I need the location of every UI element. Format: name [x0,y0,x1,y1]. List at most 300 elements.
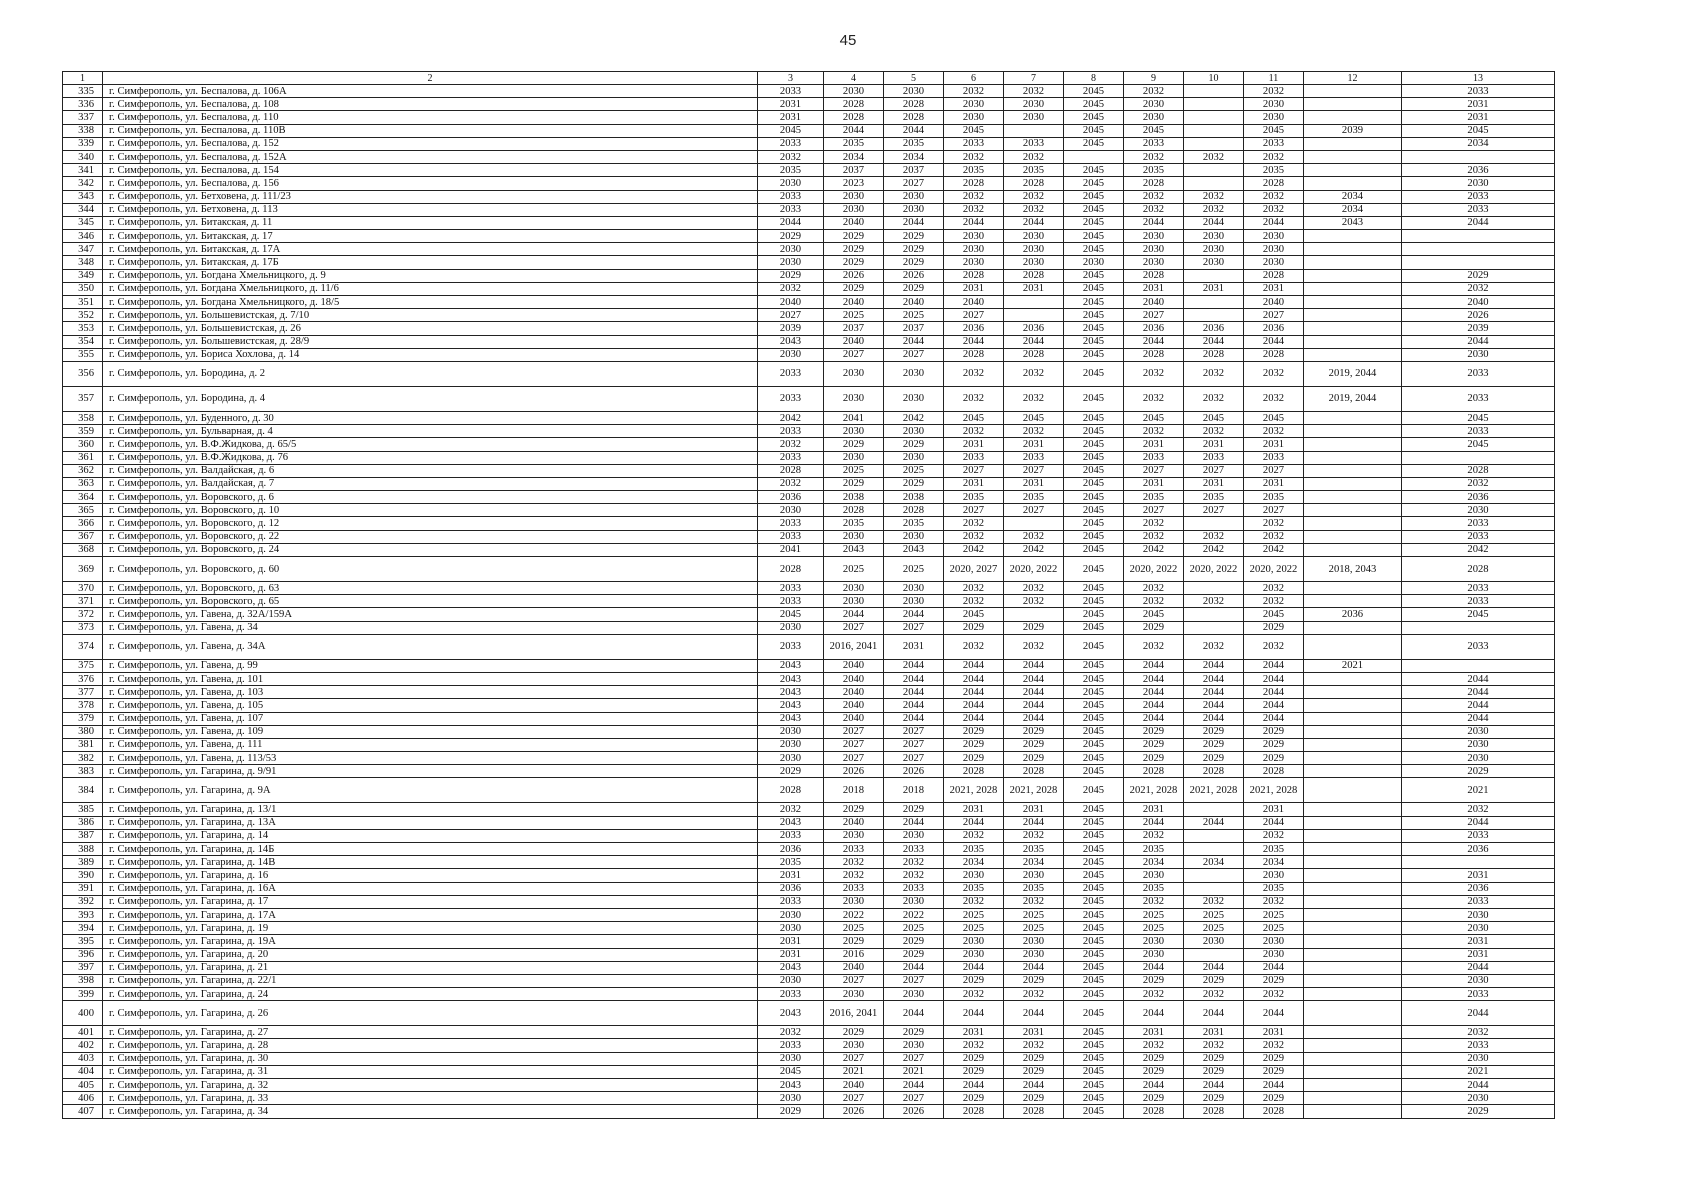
year-cell-col-12 [1304,1039,1402,1052]
year-cell-col-12 [1304,582,1402,595]
year-cell-col-11: 2028 [1244,269,1304,282]
address-cell: г. Симферополь, ул. В.Ф.Жидкова, д. 76 [103,451,758,464]
year-cell-col-8: 2045 [1064,411,1124,424]
year-cell-col-9: 2029 [1124,752,1184,765]
year-cell-col-8: 2045 [1064,738,1124,751]
year-cell-col-7: 2032 [1004,85,1064,98]
year-cell-col-8: 2045 [1064,935,1124,948]
year-cell-col-10: 2027 [1184,504,1244,517]
year-cell-col-3: 2033 [758,829,824,842]
year-cell-col-7: 2032 [1004,190,1064,203]
year-cell-col-3: 2041 [758,543,824,556]
address-cell: г. Симферополь, ул. Гагарина, д. 13А [103,816,758,829]
year-cell-col-12 [1304,85,1402,98]
year-cell-col-12 [1304,961,1402,974]
address-cell: г. Симферополь, ул. Гагарина, д. 17 [103,895,758,908]
year-cell-col-3: 2032 [758,1026,824,1039]
table-row [63,935,1555,948]
year-cell-col-4: 2030 [824,85,884,98]
year-cell-col-4: 2030 [824,895,884,908]
year-cell-col-5: 2044 [884,686,944,699]
year-cell-col-5: 2027 [884,348,944,361]
year-cell-col-11: 2028 [1244,1105,1304,1118]
row-number-cell: 362 [63,464,103,477]
year-cell-col-12 [1304,712,1402,725]
year-cell-col-9: 2032 [1124,530,1184,543]
address-cell: г. Симферополь, ул. Гавена, д. 111 [103,738,758,751]
year-cell-col-5: 2027 [884,752,944,765]
year-cell-col-10 [1184,948,1244,961]
year-cell-col-5: 2044 [884,335,944,348]
row-number-cell: 355 [63,348,103,361]
year-cell-col-6: 2032 [944,425,1004,438]
year-cell-col-12 [1304,974,1402,987]
year-cell-col-8: 2045 [1064,699,1124,712]
year-cell-col-11: 2044 [1244,672,1304,685]
year-cell-col-11: 2029 [1244,1052,1304,1065]
year-cell-col-4: 2040 [824,1079,884,1092]
year-cell-col-4: 2025 [824,922,884,935]
year-cell-col-6: 2021, 2028 [944,778,1004,803]
year-cell-col-9: 2030 [1124,948,1184,961]
year-cell-col-7: 2042 [1004,543,1064,556]
year-cell-col-7: 2028 [1004,269,1064,282]
year-cell-col-7: 2032 [1004,203,1064,216]
year-cell-col-7: 2034 [1004,856,1064,869]
year-cell-col-6: 2031 [944,477,1004,490]
year-cell-col-10: 2032 [1184,190,1244,203]
year-cell-col-8: 2045 [1064,530,1124,543]
row-number-cell: 346 [63,230,103,243]
year-cell-col-10 [1184,803,1244,816]
year-cell-col-6: 2032 [944,203,1004,216]
year-cell-col-8: 2045 [1064,425,1124,438]
year-cell-col-9: 2031 [1124,477,1184,490]
year-cell-col-8: 2045 [1064,686,1124,699]
year-cell-col-6: 2030 [944,869,1004,882]
year-cell-col-3: 2029 [758,269,824,282]
year-cell-col-5: 2029 [884,230,944,243]
year-cell-col-3: 2033 [758,988,824,1001]
year-cell-col-8: 2045 [1064,895,1124,908]
year-cell-col-5: 2030 [884,895,944,908]
year-cell-col-10: 2032 [1184,203,1244,216]
year-cell-col-8: 2045 [1064,725,1124,738]
year-cell-col-13: 2044 [1402,712,1555,725]
year-cell-col-7: 2032 [1004,829,1064,842]
row-number-cell: 379 [63,712,103,725]
column-header-12: 12 [1304,72,1402,85]
year-cell-col-6: 2032 [944,988,1004,1001]
year-cell-col-9: 2030 [1124,230,1184,243]
table-row [63,504,1555,517]
year-cell-col-11: 2030 [1244,869,1304,882]
year-cell-col-10: 2020, 2022 [1184,557,1244,582]
year-cell-col-13 [1402,256,1555,269]
year-cell-col-11: 2032 [1244,595,1304,608]
year-cell-col-10 [1184,621,1244,634]
year-cell-col-8: 2045 [1064,621,1124,634]
year-cell-col-6: 2044 [944,1079,1004,1092]
year-cell-col-6: 2040 [944,296,1004,309]
year-cell-col-12 [1304,411,1402,424]
year-cell-col-5: 2025 [884,464,944,477]
table-row [63,137,1555,150]
row-number-cell: 394 [63,922,103,935]
year-cell-col-9: 2044 [1124,686,1184,699]
year-cell-col-6: 2044 [944,686,1004,699]
year-cell-col-11: 2025 [1244,908,1304,921]
year-cell-col-8: 2045 [1064,608,1124,621]
year-cell-col-10: 2044 [1184,961,1244,974]
year-cell-col-3: 2030 [758,752,824,765]
year-cell-col-5: 2037 [884,322,944,335]
year-cell-col-5: 2030 [884,595,944,608]
year-cell-col-6: 2028 [944,348,1004,361]
year-cell-col-9: 2030 [1124,256,1184,269]
row-number-cell: 407 [63,1105,103,1118]
year-cell-col-12 [1304,137,1402,150]
year-cell-col-12 [1304,935,1402,948]
year-cell-col-6: 2029 [944,1092,1004,1105]
row-number-cell: 371 [63,595,103,608]
table-row [63,517,1555,530]
year-cell-col-10: 2030 [1184,935,1244,948]
table-row [63,256,1555,269]
address-cell: г. Симферополь, ул. Битакская, д. 11 [103,216,758,229]
year-cell-col-10: 2031 [1184,282,1244,295]
row-number-cell: 364 [63,491,103,504]
year-cell-col-5: 2043 [884,543,944,556]
year-cell-col-13: 2045 [1402,608,1555,621]
year-cell-col-11: 2027 [1244,504,1304,517]
year-cell-col-12 [1304,111,1402,124]
year-cell-col-7: 2020, 2022 [1004,557,1064,582]
year-cell-col-12 [1304,177,1402,190]
row-number-cell: 351 [63,296,103,309]
schedule-table [62,71,1555,1119]
year-cell-col-6: 2045 [944,124,1004,137]
row-number-cell: 396 [63,948,103,961]
year-cell-col-8: 2045 [1064,269,1124,282]
year-cell-col-10: 2021, 2028 [1184,778,1244,803]
year-cell-col-9: 2045 [1124,608,1184,621]
row-number-cell: 347 [63,243,103,256]
year-cell-col-3: 2031 [758,869,824,882]
year-cell-col-7: 2032 [1004,988,1064,1001]
year-cell-col-7: 2032 [1004,150,1064,163]
column-header-10: 10 [1184,72,1244,85]
year-cell-col-3: 2028 [758,464,824,477]
year-cell-col-7: 2044 [1004,1079,1064,1092]
row-number-cell: 382 [63,752,103,765]
address-cell: г. Симферополь, ул. Воровского, д. 63 [103,582,758,595]
year-cell-col-8: 2045 [1064,438,1124,451]
row-number-cell: 344 [63,203,103,216]
year-cell-col-6: 2044 [944,961,1004,974]
year-cell-col-6: 2032 [944,517,1004,530]
year-cell-col-12 [1304,1001,1402,1026]
year-cell-col-3: 2033 [758,634,824,659]
year-cell-col-4: 2029 [824,803,884,816]
year-cell-col-8: 2045 [1064,595,1124,608]
year-cell-col-13: 2030 [1402,725,1555,738]
year-cell-col-9: 2032 [1124,895,1184,908]
year-cell-col-11: 2029 [1244,752,1304,765]
year-cell-col-12 [1304,634,1402,659]
year-cell-col-12 [1304,752,1402,765]
year-cell-col-3: 2030 [758,243,824,256]
table-row [63,829,1555,842]
year-cell-col-7: 2027 [1004,504,1064,517]
year-cell-col-9: 2029 [1124,738,1184,751]
year-cell-col-6: 2029 [944,752,1004,765]
row-number-cell: 348 [63,256,103,269]
year-cell-col-13: 2030 [1402,974,1555,987]
year-cell-col-12 [1304,843,1402,856]
address-cell: г. Симферополь, ул. Беспалова, д. 152А [103,150,758,163]
year-cell-col-4: 2040 [824,686,884,699]
year-cell-col-11: 2032 [1244,517,1304,530]
year-cell-col-7: 2044 [1004,699,1064,712]
year-cell-col-9: 2032 [1124,829,1184,842]
row-number-cell: 353 [63,322,103,335]
year-cell-col-11: 2028 [1244,765,1304,778]
table-row [63,282,1555,295]
year-cell-col-9: 2045 [1124,411,1184,424]
year-cell-col-12 [1304,895,1402,908]
row-number-cell: 354 [63,335,103,348]
table-row [63,699,1555,712]
year-cell-col-5: 2040 [884,296,944,309]
year-cell-col-7: 2030 [1004,243,1064,256]
year-cell-col-4: 2030 [824,451,884,464]
row-number-cell: 367 [63,530,103,543]
row-number-cell: 349 [63,269,103,282]
year-cell-col-5: 2027 [884,1052,944,1065]
year-cell-col-11: 2035 [1244,843,1304,856]
year-cell-col-13: 2030 [1402,908,1555,921]
row-number-cell: 365 [63,504,103,517]
year-cell-col-8: 2045 [1064,922,1124,935]
year-cell-col-12 [1304,699,1402,712]
year-cell-col-11: 2032 [1244,1039,1304,1052]
year-cell-col-9: 2020, 2022 [1124,557,1184,582]
year-cell-col-8: 2045 [1064,190,1124,203]
year-cell-col-11: 2032 [1244,582,1304,595]
year-cell-col-9: 2029 [1124,1052,1184,1065]
year-cell-col-3: 2030 [758,348,824,361]
year-cell-col-11: 2044 [1244,712,1304,725]
year-cell-col-13: 2045 [1402,411,1555,424]
year-cell-col-6: 2032 [944,1039,1004,1052]
year-cell-col-12 [1304,948,1402,961]
year-cell-col-4: 2016, 2041 [824,634,884,659]
year-cell-col-9: 2032 [1124,582,1184,595]
row-number-cell: 400 [63,1001,103,1026]
address-cell: г. Симферополь, ул. Гавена, д. 34А [103,634,758,659]
table-row [63,882,1555,895]
year-cell-col-4: 2030 [824,203,884,216]
year-cell-col-4: 2040 [824,699,884,712]
year-cell-col-7: 2032 [1004,634,1064,659]
year-cell-col-4: 2028 [824,111,884,124]
year-cell-col-11: 2030 [1244,935,1304,948]
address-cell: г. Симферополь, ул. Воровского, д. 6 [103,491,758,504]
year-cell-col-3: 2030 [758,908,824,921]
year-cell-col-4: 2027 [824,738,884,751]
year-cell-col-3: 2028 [758,557,824,582]
year-cell-col-4: 2025 [824,557,884,582]
table-row [63,1079,1555,1092]
year-cell-col-12 [1304,517,1402,530]
address-cell: г. Симферополь, ул. Гагарина, д. 19А [103,935,758,948]
year-cell-col-9: 2035 [1124,164,1184,177]
year-cell-col-12: 2021 [1304,659,1402,672]
year-cell-col-5: 2026 [884,765,944,778]
year-cell-col-7: 2029 [1004,738,1064,751]
table-row [63,672,1555,685]
year-cell-col-10: 2029 [1184,738,1244,751]
address-cell: г. Симферополь, ул. Гагарина, д. 13/1 [103,803,758,816]
year-cell-col-5: 2029 [884,438,944,451]
year-cell-col-13: 2039 [1402,322,1555,335]
year-cell-col-6: 2045 [944,411,1004,424]
year-cell-col-10 [1184,111,1244,124]
year-cell-col-5: 2030 [884,85,944,98]
row-number-cell: 338 [63,124,103,137]
year-cell-col-6: 2029 [944,738,1004,751]
year-cell-col-4: 2033 [824,843,884,856]
address-cell: г. Симферополь, ул. В.Ф.Жидкова, д. 65/5 [103,438,758,451]
year-cell-col-7 [1004,608,1064,621]
table-row [63,908,1555,921]
year-cell-col-7: 2035 [1004,164,1064,177]
header-row [63,72,1555,85]
year-cell-col-10 [1184,309,1244,322]
year-cell-col-12 [1304,243,1402,256]
year-cell-col-4: 2040 [824,659,884,672]
address-cell: г. Симферополь, ул. Бульварная, д. 4 [103,425,758,438]
row-number-cell: 392 [63,895,103,908]
row-number-cell: 369 [63,557,103,582]
year-cell-col-9: 2044 [1124,712,1184,725]
row-number-cell: 399 [63,988,103,1001]
year-cell-col-10 [1184,869,1244,882]
year-cell-col-6: 2028 [944,1105,1004,1118]
year-cell-col-9: 2028 [1124,348,1184,361]
table-body [63,85,1555,1119]
year-cell-col-8: 2045 [1064,752,1124,765]
year-cell-col-8: 2045 [1064,1105,1124,1118]
year-cell-col-12 [1304,869,1402,882]
year-cell-col-8: 2045 [1064,322,1124,335]
year-cell-col-11: 2032 [1244,203,1304,216]
year-cell-col-4: 2028 [824,504,884,517]
year-cell-col-11: 2045 [1244,411,1304,424]
year-cell-col-7: 2030 [1004,98,1064,111]
year-cell-col-9: 2031 [1124,803,1184,816]
year-cell-col-11: 2034 [1244,856,1304,869]
year-cell-col-5: 2029 [884,948,944,961]
row-number-cell: 406 [63,1092,103,1105]
address-cell: г. Симферополь, ул. Воровского, д. 60 [103,557,758,582]
year-cell-col-10: 2030 [1184,256,1244,269]
row-number-cell: 391 [63,882,103,895]
row-number-cell: 340 [63,150,103,163]
year-cell-col-5: 2027 [884,1092,944,1105]
year-cell-col-5: 2044 [884,216,944,229]
year-cell-col-4: 2022 [824,908,884,921]
row-number-cell: 343 [63,190,103,203]
year-cell-col-4: 2037 [824,322,884,335]
year-cell-col-8: 2045 [1064,1001,1124,1026]
year-cell-col-6: 2044 [944,335,1004,348]
table-row [63,1052,1555,1065]
year-cell-col-4: 2029 [824,256,884,269]
row-number-cell: 398 [63,974,103,987]
year-cell-col-5: 2030 [884,829,944,842]
year-cell-col-11: 2042 [1244,543,1304,556]
year-cell-col-11: 2035 [1244,491,1304,504]
year-cell-col-7 [1004,124,1064,137]
year-cell-col-13: 2033 [1402,988,1555,1001]
table-row [63,621,1555,634]
year-cell-col-3: 2035 [758,164,824,177]
year-cell-col-11: 2032 [1244,150,1304,163]
year-cell-col-7: 2029 [1004,725,1064,738]
year-cell-col-5: 2027 [884,621,944,634]
year-cell-col-11: 2045 [1244,608,1304,621]
year-cell-col-8: 2045 [1064,464,1124,477]
address-cell: г. Симферополь, ул. Валдайская, д. 7 [103,477,758,490]
address-cell: г. Симферополь, ул. Бородина, д. 2 [103,361,758,386]
row-number-cell: 401 [63,1026,103,1039]
year-cell-col-13: 2029 [1402,269,1555,282]
year-cell-col-9: 2025 [1124,922,1184,935]
year-cell-col-3: 2043 [758,961,824,974]
address-cell: г. Симферополь, ул. Большевистская, д. 26 [103,322,758,335]
year-cell-col-5: 2026 [884,269,944,282]
address-cell: г. Симферополь, ул. Большевистская, д. 28/9 [103,335,758,348]
year-cell-col-11: 2035 [1244,882,1304,895]
year-cell-col-7: 2029 [1004,1065,1064,1078]
year-cell-col-5: 2031 [884,634,944,659]
year-cell-col-5: 2034 [884,150,944,163]
year-cell-col-12 [1304,230,1402,243]
year-cell-col-7: 2030 [1004,869,1064,882]
year-cell-col-6: 2028 [944,269,1004,282]
table-row [63,974,1555,987]
column-header-3: 3 [758,72,824,85]
year-cell-col-5: 2028 [884,504,944,517]
year-cell-col-7: 2028 [1004,348,1064,361]
address-cell: г. Симферополь, ул. Гавена, д. 101 [103,672,758,685]
year-cell-col-9: 2027 [1124,309,1184,322]
year-cell-col-13: 2036 [1402,843,1555,856]
year-cell-col-7: 2033 [1004,137,1064,150]
year-cell-col-6: 2032 [944,582,1004,595]
year-cell-col-13 [1402,150,1555,163]
year-cell-col-8: 2045 [1064,1052,1124,1065]
year-cell-col-6: 2036 [944,322,1004,335]
year-cell-col-11: 2032 [1244,829,1304,842]
year-cell-col-6: 2029 [944,621,1004,634]
year-cell-col-11: 2032 [1244,190,1304,203]
year-cell-col-10: 2031 [1184,1026,1244,1039]
address-cell: г. Симферополь, ул. Гагарина, д. 34 [103,1105,758,1118]
address-cell: г. Симферополь, ул. Гагарина, д. 14В [103,856,758,869]
